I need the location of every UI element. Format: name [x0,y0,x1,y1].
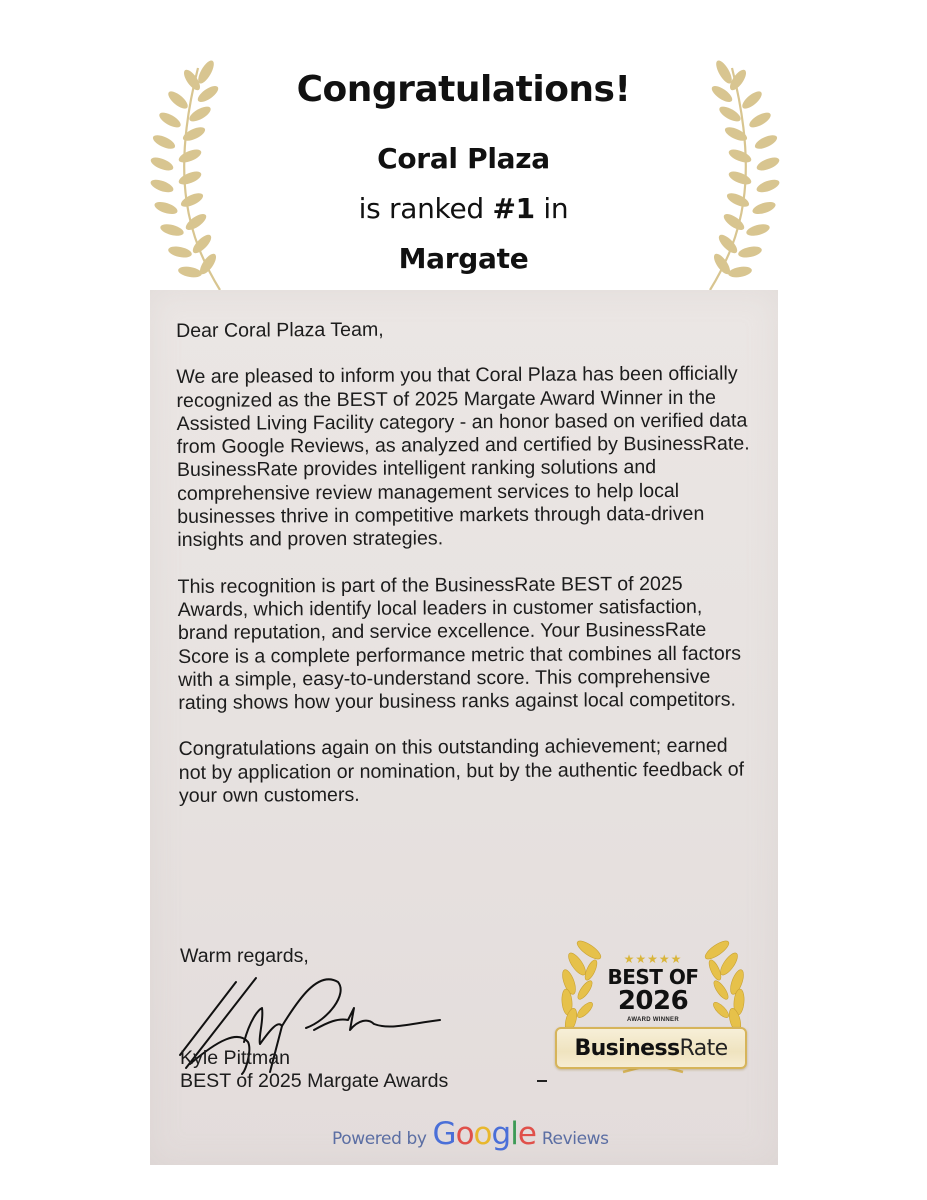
google-letter-e: e [517,1116,536,1152]
google-letter-l: l [510,1116,518,1152]
letter-paragraph-1: We are pleased to inform you that Coral Plaza has been officially recognized as the BEST of 2025 Margate Award Winner in the Assisted Living Facility category - an honor based on verified data from Google Reviews, as analyzed and certified by BusinessRate. BusinessRate provides intelligent ranking solutions and comprehensive review management services to help local businesses thrive in competitive markets through data-driven insights and proven strategies. [176,362,750,552]
powered-by-google-reviews [332,1116,609,1152]
salutation: Dear Coral Plaza Team, [176,318,384,342]
scan-artifact [537,1080,547,1082]
badge-stars-icon: ★★★★★ [623,952,683,966]
badge-year: 2026 [617,986,689,1016]
letter-body [176,316,754,831]
letter-paragraph-3: Congratulations again on this outstanding achievement; earned not by application or nomination, but by the authentic feedback of your own customers. [178,735,745,808]
google-letter-o2: o [473,1116,492,1152]
powered-by-label: Powered by [332,1129,427,1149]
closing: Warm regards, [180,945,309,967]
google-letter-g2: g [491,1116,511,1152]
rank-value: #1 [492,192,535,225]
rank-prefix: is ranked [358,192,493,225]
award-letter-photo [150,290,778,1165]
businessrate-logo [555,1027,747,1069]
business-name: Coral Plaza [377,142,550,175]
city-name: Margate [398,242,529,275]
signer-title: BEST of 2025 Margate Awards [180,1070,449,1092]
signer-name: Kyle Pittman [180,1047,290,1069]
brand-light: Rate [679,1035,728,1061]
best-of-badge [553,930,753,1080]
signer-block [180,1047,448,1093]
headline: Congratulations! [296,69,631,110]
google-letter-o1: o [455,1116,474,1152]
badge-subtitle: AWARD WINNER [627,1017,679,1023]
letter-paragraph-2: This recognition is part of the BusinessRate BEST of 2025 Awards, which identify local leaders in customer satisfaction, brand reputation, and service excellence. Your BusinessRate Score is a complete performance metric that combines all factors with a simple, easy-to-understand score. This comprehensive rating shows how your business ranks against local competitors. [177,572,742,715]
google-letter-g: G [432,1116,456,1152]
rank-suffix: in [534,192,569,225]
reviews-label: Reviews [541,1129,609,1149]
award-header [0,62,927,284]
google-logo [433,1116,536,1152]
badge-best-of: BEST OF [607,965,699,989]
brand-bold: Business [574,1035,680,1061]
rank-line [0,184,927,234]
